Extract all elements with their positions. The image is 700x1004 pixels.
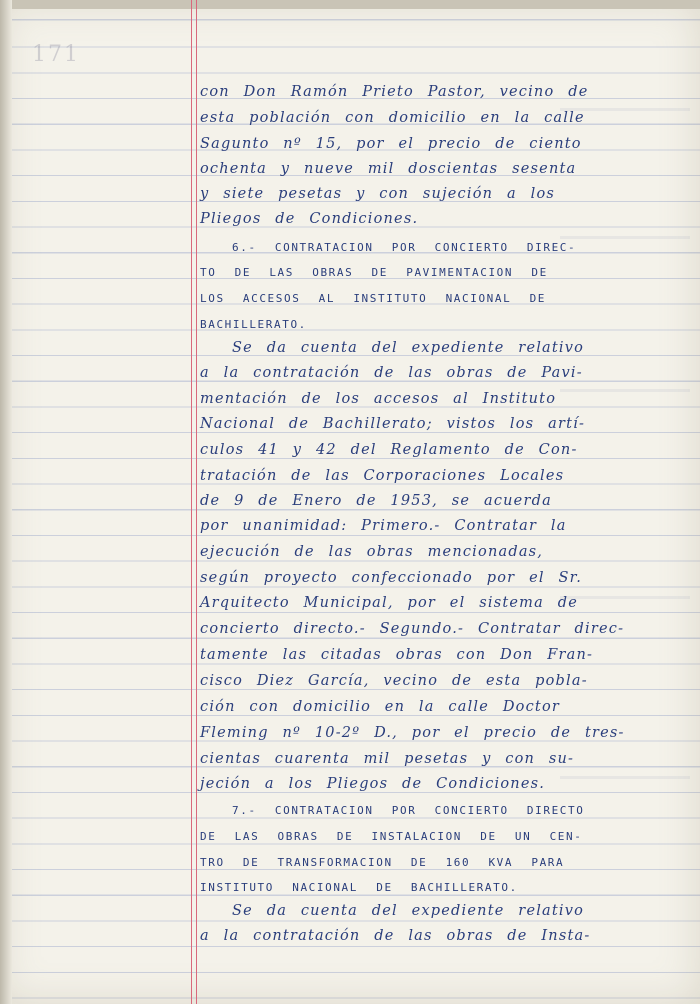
text-line: Se da cuenta del expediente relativo (232, 340, 585, 356)
text-line: Nacional de Bachillerato; vistos los artí- (200, 416, 586, 432)
bleed-through-text (560, 389, 690, 392)
text-line: cisco Diez García, vecino de esta pobla- (200, 673, 588, 689)
text-line: tamente las citadas obras con Don Fran- (200, 647, 594, 663)
text-line: Se da cuenta del expediente relativo (232, 903, 585, 919)
text-line: con Don Ramón Prieto Pastor, vecino de (200, 84, 589, 100)
text-line: Pliegos de Condiciones. (200, 211, 419, 227)
page-top-edge (0, 0, 700, 9)
section-heading-line: DE LAS OBRAS DE INSTALACION DE UN CEN- (200, 830, 583, 843)
section-heading-line: BACHILLERATO. (200, 318, 307, 331)
text-line: tratación de las Corporaciones Locales (200, 468, 565, 484)
text-line: Sagunto nº 15, por el precio de ciento (200, 136, 582, 152)
text-line: esta población con domicilio en la calle (200, 110, 585, 126)
text-line: mentación de los accesos al Instituto (200, 391, 557, 407)
section-heading-line: INSTITUTO NACIONAL DE BACHILLERATO. (200, 881, 518, 894)
text-line: por unanimidad: Primero.- Contratar la (200, 518, 567, 534)
text-line: culos 41 y 42 del Reglamento de Con- (200, 442, 578, 458)
text-line: Fleming nº 10-2º D., por el precio de tres- (200, 725, 625, 741)
text-line: ejecución de las obras mencionadas, (200, 544, 544, 560)
text-line: concierto directo.- Segundo.- Contratar direc- (200, 621, 625, 637)
text-line: ochenta y nueve mil doscientas sesenta (200, 161, 577, 177)
bleed-through-text (560, 596, 690, 599)
section-heading-line: TO DE LAS OBRAS DE PAVIMENTACION DE (200, 266, 548, 279)
text-line: a la contratación de las obras de Pavi- (200, 365, 583, 381)
text-line: ción con domicilio en la calle Doctor (200, 699, 561, 715)
text-line: a la contratación de las obras de Insta- (200, 928, 591, 944)
text-line: según proyecto confeccionado por el Sr. (200, 570, 583, 586)
section-heading-line: TRO DE TRANSFORMACION DE 160 KVA PARA (200, 856, 565, 869)
faded-page-number: 171 (32, 42, 80, 67)
text-line: cientas cuarenta mil pesetas y con su- (200, 751, 575, 767)
text-line: Arquitecto Municipal, por el sistema de (200, 595, 579, 611)
section-heading-line: LOS ACCESOS AL INSTITUTO NACIONAL DE (200, 292, 547, 305)
text-line: jeción a los Pliegos de Condiciones. (200, 776, 546, 792)
margin-rule (191, 0, 192, 1004)
margin-rule (196, 0, 197, 1004)
bleed-through-text (560, 776, 690, 779)
section-heading-line: 7.- CONTRATACION POR CONCIERTO DIRECTO (232, 804, 585, 817)
text-line: de 9 de Enero de 1953, se acuerda (200, 493, 552, 509)
section-heading-line: 6.- CONTRATACION POR CONCIERTO DIREC- (232, 241, 577, 254)
text-line: y siete pesetas y con sujeción a los (200, 186, 556, 202)
bleed-through-text (560, 236, 690, 239)
page-binding-edge (0, 0, 12, 1004)
